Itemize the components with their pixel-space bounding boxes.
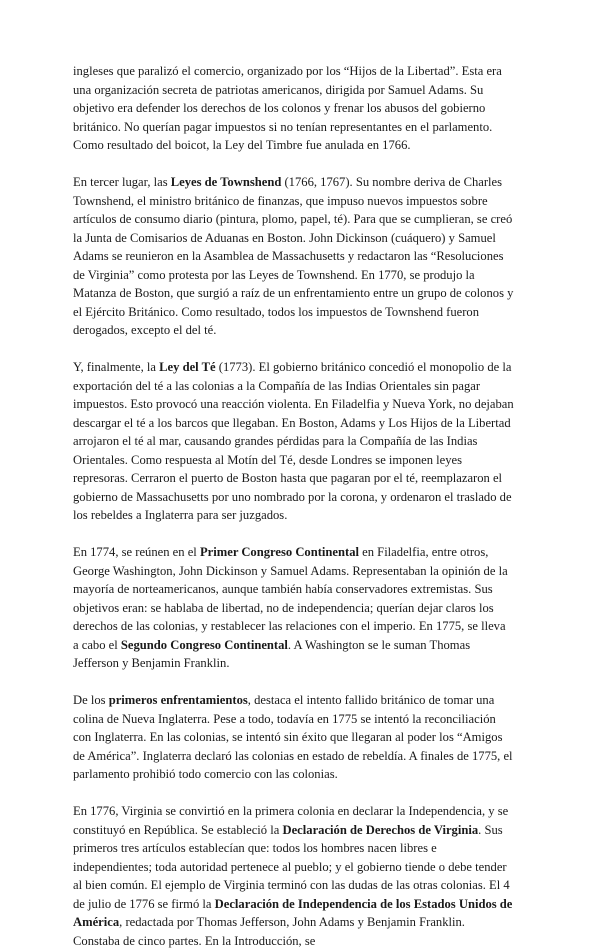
paragraph-continental-congress <box>73 543 514 673</box>
text-run: En tercer lugar, las <box>73 175 171 189</box>
bold-term: Leyes de Townshend <box>170 175 282 189</box>
paragraph-stamp-act-boycott <box>73 62 514 155</box>
document-body <box>73 62 514 950</box>
text-run: ingleses que paralizó el comercio, organizado por los “Hijos de la Libertad”. Esta era una organización secreta de patriotas americanos, dirigida por Samuel Adams. Su objetivo era defender los derechos de los colonos y frenar los abusos del gobierno británico. No querían pagar impuestos si no tenían representantes en el parlamento. Como resultado del boicot, la Ley del Timbre fue anulada en 1766. <box>73 64 502 152</box>
text-run: En 1776, Virginia se convirtió en la primera colonia en declarar la Independencia, y se constituyó en República. Se estableció la <box>73 804 509 837</box>
text-run: en Filadelfia, entre otros, George Washington, John Dickinson y Samuel Adams. Representaban la opinión de la mayoría de norteamericanos, aunque también había conservadores extremistas. Sus objetivos eran: se hablaba de libertad, no de independencia; querían dejar claros los derechos de las colonias, y restablecer las relaciones con el imperio. En 1775, se lleva a cabo el <box>73 545 508 652</box>
bold-term: Declaración de Independencia de los Estados Unidos de América <box>73 896 513 929</box>
text-run: (1773). El gobierno británico concedió el monopolio de la exportación del té a las colonias a la Compañía de las Indias Orientales sin pagar impuestos. Esto provocó una reacción violenta. En Filadelfia y Nueva York, no dejaban descargar el té a los barcos que llegaban. En Boston, Adams y Los Hijos de la Libertad arrojaron el té al mar, causando grandes pérdidas para la Compañía de las Indias Orientales. Como respuesta al Motín del Té, desde Londres se imponen leyes represoras. Cerraron el puerto de Boston hasta que pagaran por el té, reemplazaron el gobierno de Massachusetts por uno nombrado por la corona, y ordenaron el traslado de los rebeldes a Inglaterra para ser juzgados. <box>73 360 514 522</box>
bold-term: primeros enfrentamientos <box>108 693 248 707</box>
text-run: De los <box>73 693 109 707</box>
text-run: En 1774, se reúnen en el <box>73 545 200 559</box>
bold-term: Ley del Té <box>159 360 216 374</box>
bold-term: Declaración de Derechos de Virginia <box>282 822 479 837</box>
paragraph-townshend-acts <box>73 173 514 340</box>
text-run: , destaca el intento fallido británico de tomar una colina de Nueva Inglaterra. Pese a todo, todavía en 1775 se intentó la reconciliación con Inglaterra. En las colonias, se intentó sin éxito que llegaran al poder los “Amigos de América”. Inglaterra declaró las colonias en estado de rebeldía. A finales de 1775, el parlamento prohibió todo comercio con las colonias. <box>73 693 513 781</box>
text-run: . Sus primeros tres artículos establecían que: todos los hombres nacen libres e independientes; toda autoridad pertenece al pueblo; y el gobierno tiende o debe tender al bien común. El ejemplo de Virginia terminó con las dudas de las otras colonias. El 4 de julio de 1776 se firmó la <box>73 822 510 911</box>
text-run: (1766, 1767). Su nombre deriva de Charles Townshend, el ministro británico de finanzas, que impuso nuevos impuestos sobre artículos de consumo diario (pintura, plomo, papel, té). Para que se cumplieran, se creó la Junta de Comisarios de Aduanas en Boston. John Dickinson (cuáquero) y Samuel Adams se reunieron en la Asamblea de Massachusetts y redactaron las “Resoluciones de Virginia” como protesta por las Leyes de Townshend. En 1770, se produjo la Matanza de Boston, que surgió a raíz de un enfrentamiento entre un grupo de colonos y el Ejército Británico. Como resultado, todos los impuestos de Townshend fueron derogados, excepto el del té. <box>73 175 514 337</box>
text-run: . A Washington se le suman Thomas Jefferson y Benjamin Franklin. <box>73 637 471 670</box>
paragraph-first-confrontations <box>73 691 514 784</box>
bold-term: Primer Congreso Continental <box>199 545 359 559</box>
bold-term: Segundo Congreso Continental <box>120 637 288 652</box>
paragraph-independence <box>73 802 514 950</box>
text-run: Y, finalmente, la <box>73 360 160 374</box>
text-run: , redactada por Thomas Jefferson, John Adams y Benjamin Franklin. Constaba de cinco partes. En la Introducción, se <box>73 915 465 948</box>
paragraph-tea-act <box>73 358 514 525</box>
